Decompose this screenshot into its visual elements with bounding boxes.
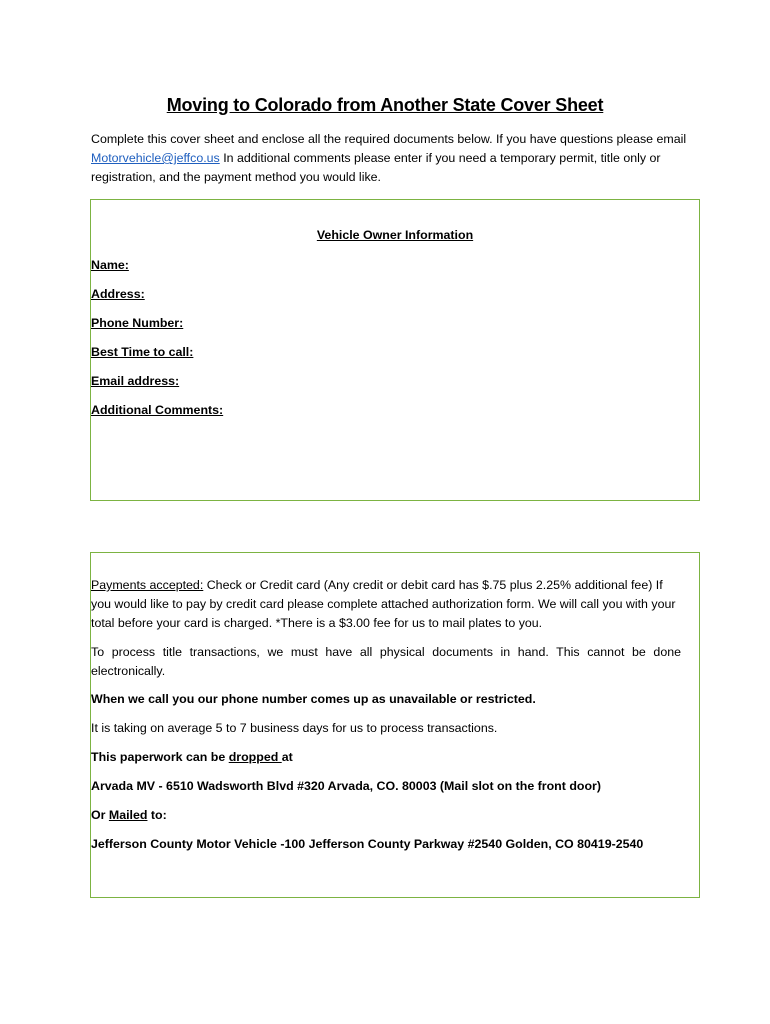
owner-section-heading: Vehicle Owner Information bbox=[316, 228, 474, 242]
address-label: Address: bbox=[91, 287, 145, 301]
arvada-address: Arvada MV - 6510 Wadsworth Blvd #320 Arvada, CO. 80003 (Mail slot on the front door) bbox=[91, 779, 601, 793]
page-title: Moving to Colorado from Another State Cover Sheet bbox=[166, 95, 604, 115]
dropped-off-text bbox=[91, 748, 681, 767]
dropped-prefix: This paperwork can be bbox=[91, 750, 229, 764]
payments-paragraph bbox=[91, 576, 681, 633]
best-time-label: Best Time to call: bbox=[91, 345, 194, 359]
mailed-prefix: Or bbox=[91, 808, 109, 822]
intro-text-end: In additional comments please enter if you need a temporary permit, title only or registration, and the payment method you would like. bbox=[91, 151, 661, 184]
mailed-suffix: to: bbox=[147, 808, 167, 822]
payments-accepted-label: Payments accepted: bbox=[91, 578, 204, 592]
vehicle-owner-section bbox=[90, 199, 700, 501]
payment-info-section bbox=[90, 552, 700, 898]
additional-comments-label: Additional Comments: bbox=[91, 403, 224, 417]
payments-text: Check or Credit card (Any credit or debit card has $.75 plus 2.25% additional fee) If you would like to pay by credit card please complete attached authorization form. We will call you with your total before your card is charged. *There is a $3.00 fee for us to mail plates to you. bbox=[91, 578, 676, 630]
intro-text-start: Complete this cover sheet and enclose all the required documents below. If you have questions please email bbox=[91, 132, 687, 146]
mailed-to-text bbox=[91, 806, 681, 825]
intro-paragraph bbox=[91, 130, 691, 187]
name-label: Name: bbox=[91, 258, 129, 272]
mailed-word: Mailed bbox=[108, 808, 148, 822]
phone-notice-text: When we call you our phone number comes up as unavailable or restricted. bbox=[91, 692, 536, 706]
email-address-label: Email address: bbox=[91, 374, 180, 388]
jefferson-county-address: Jefferson County Motor Vehicle -100 Jefferson County Parkway #2540 Golden, CO 80419-2540 bbox=[91, 837, 644, 851]
dropped-suffix: at bbox=[281, 750, 293, 764]
dropped-word: dropped bbox=[228, 750, 282, 764]
email-link[interactable]: Motorvehicle@jeffco.us bbox=[91, 151, 220, 165]
physical-documents-text: To process title transactions, we must have all physical documents in hand. This cannot be done electronically. bbox=[91, 645, 681, 678]
phone-number-label: Phone Number: bbox=[91, 316, 184, 330]
processing-time-text: It is taking on average 5 to 7 business days for us to process transactions. bbox=[91, 721, 498, 735]
